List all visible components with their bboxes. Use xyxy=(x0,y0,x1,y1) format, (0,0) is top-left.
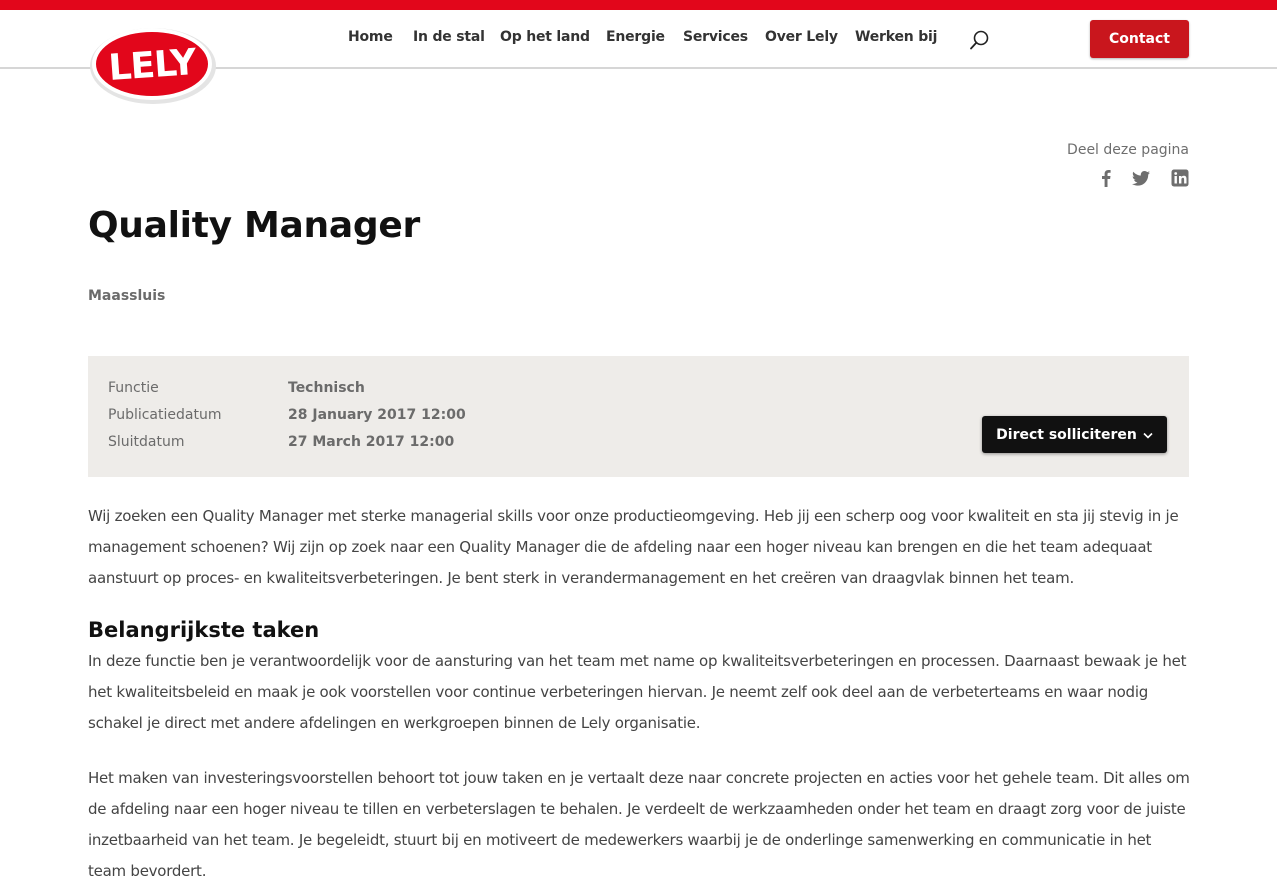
share-label: Deel deze pagina xyxy=(1067,142,1189,158)
contact-button[interactable]: Contact xyxy=(1090,20,1189,58)
nav-item-services[interactable]: Services xyxy=(683,29,748,45)
twitter-icon[interactable] xyxy=(1131,168,1151,188)
nav-item-over-lely[interactable]: Over Lely xyxy=(765,29,838,45)
nav-item-op-het-land[interactable]: Op het land xyxy=(500,29,590,45)
detail-label-functie: Functie xyxy=(108,380,159,396)
tasks-paragraph-2: Het maken van investeringsvoorstellen behoort tot jouw taken en je vertaalt deze naar concrete projecten en acties voor het gehele team. Dit alles om de afdeling naar een hoger niveau te tillen en verbeterslagen te behalen. Je verdeelt de werkzaamheden onder het team en draagt zorg voor de juiste inzetbaarheid van het team. Je begeleidt, stuurt bij en motiveert de medewerkers waarbij je de onderlinge samenwerking en communicatie in het team bevordert. xyxy=(88,769,1190,880)
job-location: Maassluis xyxy=(88,288,166,304)
detail-label-publicatiedatum: Publicatiedatum xyxy=(108,407,222,423)
job-details-box xyxy=(88,356,1189,477)
apply-button[interactable] xyxy=(982,416,1167,453)
nav-item-energie[interactable]: Energie xyxy=(606,29,665,45)
tasks-heading: Belangrijkste taken xyxy=(88,618,320,642)
nav-item-werken-bij[interactable]: Werken bij xyxy=(855,29,938,45)
lely-logo[interactable] xyxy=(88,26,218,106)
linkedin-icon[interactable] xyxy=(1170,168,1190,188)
detail-value-publicatiedatum: 28 January 2017 12:00 xyxy=(288,407,466,423)
chevron-down-icon xyxy=(1143,427,1153,443)
apply-button-label: Direct solliciteren xyxy=(996,426,1137,443)
nav-item-home[interactable]: Home xyxy=(348,29,393,45)
top-accent-bar xyxy=(0,0,1277,10)
detail-value-functie: Technisch xyxy=(288,380,365,396)
nav-item-in-de-stal[interactable]: In de stal xyxy=(413,29,485,45)
search-icon[interactable] xyxy=(969,29,991,51)
page-title: Quality Manager xyxy=(88,205,420,246)
detail-label-sluitdatum: Sluitdatum xyxy=(108,434,185,450)
svg-text:LELY: LELY xyxy=(107,42,197,89)
detail-value-sluitdatum: 27 March 2017 12:00 xyxy=(288,434,455,450)
facebook-icon[interactable] xyxy=(1096,168,1116,188)
intro-paragraph: Wij zoeken een Quality Manager met sterke managerial skills voor onze productieomgeving. Heb jij een scherp oog voor kwaliteit en sta jij stevig in je management schoenen? Wij zijn op zoek naar een Quality Manager die de afdeling naar een hoger niveau kan brengen en die het team adequaat aanstuurt op proces- en kwaliteitsverbeteringen. Je bent sterk in verandermanagement en het creëren van draagvlak binnen het team. xyxy=(88,507,1179,587)
tasks-paragraph-1: In deze functie ben je verantwoordelijk voor de aansturing van het team met name op kwaliteitsverbeteringen en processen. Daarnaast bewaak je het het kwaliteitsbeleid en maak je ook voorstellen voor continue verbeteringen hiervan. Je neemt zelf ook deel aan de verbeterteams en waar nodig schakel je direct met andere afdelingen en werkgroepen binnen de Lely organisatie. xyxy=(88,652,1187,732)
